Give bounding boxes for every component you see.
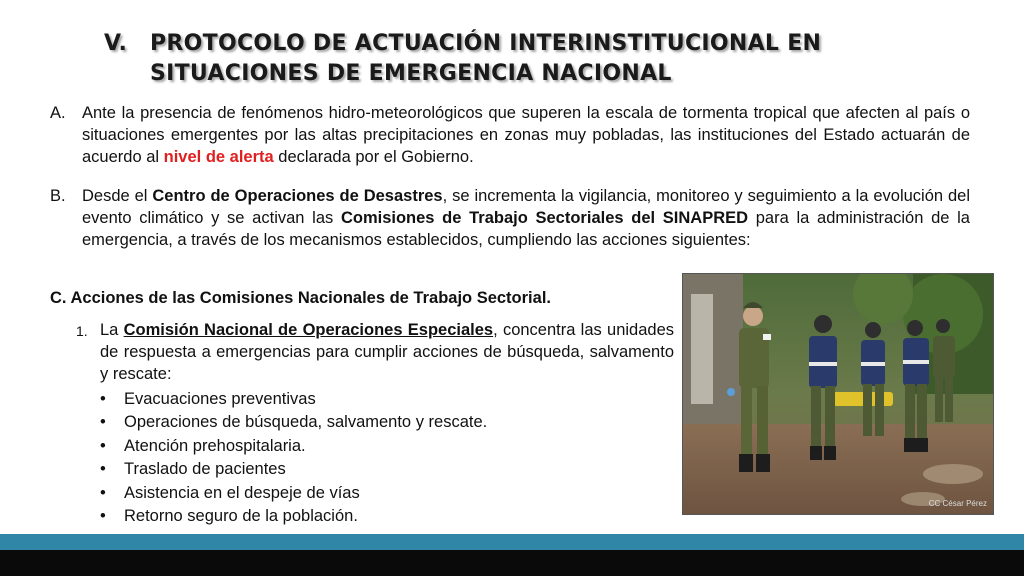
list-item: • Asistencia en el despeje de vías [100, 483, 360, 502]
rescue-scene-image [683, 274, 993, 514]
actions-bullet-list [100, 388, 487, 528]
rescue-team-photo [682, 273, 994, 515]
section-b-letter: B. [50, 187, 66, 205]
section-a-letter: A. [50, 104, 66, 122]
item-number: 1. [76, 323, 88, 339]
section-b [50, 185, 970, 251]
list-item: • Operaciones de búsqueda, salvamento y rescate. [100, 413, 488, 432]
commission-name-underlined: Comisión Nacional de Operaciones Especiales [123, 321, 494, 339]
disaster-center-bold: Centro de Operaciones de Desastres [152, 187, 443, 205]
section-numeral: V. [104, 31, 128, 56]
alert-level-highlight: nivel de alerta [163, 148, 274, 166]
list-item: • Traslado de pacientes [100, 460, 286, 479]
item-1-text: La Comisión Nacional de Operaciones Especiales, concentra las unidades de respuesta a emergencias para cumplir acciones de búsqueda, salvamento y rescate: [100, 321, 674, 383]
list-item: • Retorno seguro de la población. [100, 507, 358, 526]
title-line-2: SITUACIONES DE EMERGENCIA NACIONAL [150, 61, 672, 86]
numbered-item-1 [76, 319, 674, 385]
list-item: • Evacuaciones preventivas [100, 390, 316, 408]
footer-bar [0, 550, 1024, 576]
title-line-1: PROTOCOLO DE ACTUACIÓN INTERINSTITUCIONAL EN [150, 31, 822, 56]
section-a-text: Ante la presencia de fenómenos hidro-meteorológicos que superen la escala de tormenta tropical que afecten al país o situaciones emergentes por las altas precipitaciones en zonas muy pobladas, las instituciones del Estado actuarán de acuerdo al nivel de alerta declarada por el Gobierno. [82, 104, 970, 166]
sinapred-commissions-bold: Comisiones de Trabajo Sectoriales del SINAPRED [340, 209, 749, 227]
section-b-text: Desde el Centro de Operaciones de Desastres, se incrementa la vigilancia, monitoreo y seguimiento a la evolución del evento climático y se activan las Comisiones de Trabajo Sectoriales del SINAPRED para la administración de la emergencia, a través de los mecanismos establecidos, cumpliendo las acciones siguientes: [82, 187, 970, 249]
section-a [50, 102, 970, 168]
list-item: • Atención prehospitalaria. [100, 436, 306, 455]
section-c-heading: C. Acciones de las Comisiones Nacionales de Trabajo Sectorial. [50, 289, 551, 307]
accent-bar [0, 534, 1024, 550]
photo-credit: CC César Pérez [928, 499, 987, 508]
